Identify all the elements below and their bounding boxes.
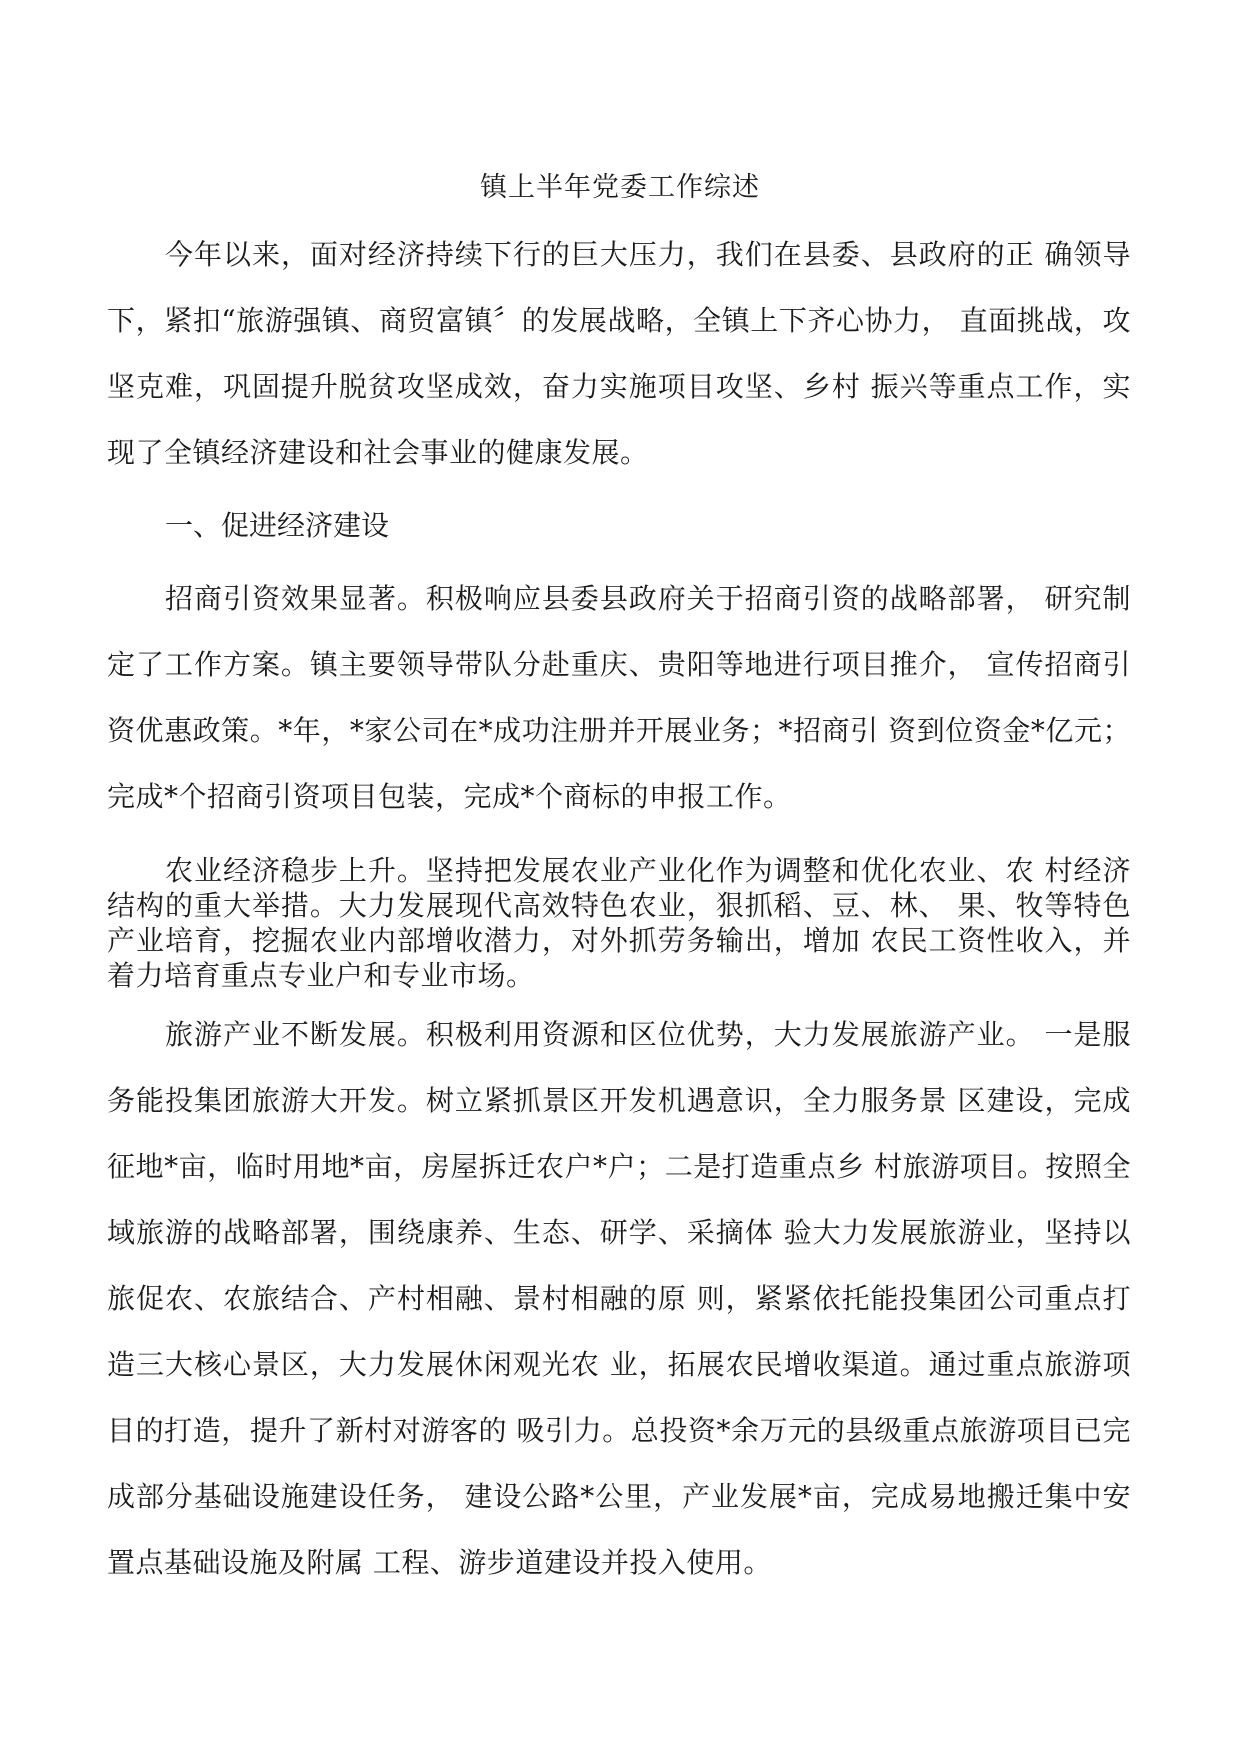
paragraph-agriculture: 农业经济稳步上升。坚持把发展农业产业化作为调整和优化农业、农 村经济结构的重大举措。大力发展现代高效特色农业，狠抓稻、豆、林、 果、牧等特色产业培育，挖掘农业内部增收潜力，对外抓劳务输出，增加 农民工资性收入，并着力培育重点专业户和专业市场。 bbox=[107, 854, 1131, 992]
document-title: 镇上半年党委工作综述 bbox=[480, 172, 760, 203]
paragraph-tourism: 旅游产业不断发展。积极利用资源和区位优势，大力发展旅游产业。 一是服务能投集团旅游大开发。树立紧抓景区开发机遇意识，全力服务景 区建设，完成征地*亩，临时用地*亩，房屋拆迁农户*户；二是打造重点乡 村旅游项目。按照全域旅游的战略部署，围绕康养、生态、研学、采摘体 验大力发展旅游业，坚持以旅促农、农旅结合、产村相融、景村相融的原 则，紧紧依托能投集团公司重点打造三大核心景区，大力发展休闲观光农 业，拓展农民增收渠道。通过重点旅游项目的打造，提升了新村对游客的 吸引力。总投资*余万元的县级重点旅游项目已完成部分基础设施建设任务， 建设公路*公里，产业发展*亩，完成易地搬迁集中安置点基础设施及附属 工程、游步道建设并投入使用。 bbox=[107, 1018, 1131, 1579]
section-heading-economy: 一、促进经济建设 bbox=[165, 509, 390, 542]
paragraph-investment: 招商引资效果显著。积极响应县委县政府关于招商引资的战略部署， 研究制定了工作方案。镇主要领导带队分赴重庆、贵阳等地进行项目推介， 宣传招商引资优惠政策。*年，*家公司在*成功注册并开展业务；*招商引 资到位资金*亿元；完成*个招商引资项目包装，完成*个商标的申报工作。 bbox=[107, 582, 1131, 813]
paragraph-intro: 今年以来，面对经济持续下行的巨大压力，我们在县委、县政府的正 确领导下，紧扣“旅游强镇、商贸富镇〞的发展战略，全镇上下齐心协力， 直面挑战，攻坚克难，巩固提升脱贫攻坚成效，奋力实施项目攻坚、乡村 振兴等重点工作，实现了全镇经济建设和社会事业的健康发展。 bbox=[107, 238, 1131, 469]
